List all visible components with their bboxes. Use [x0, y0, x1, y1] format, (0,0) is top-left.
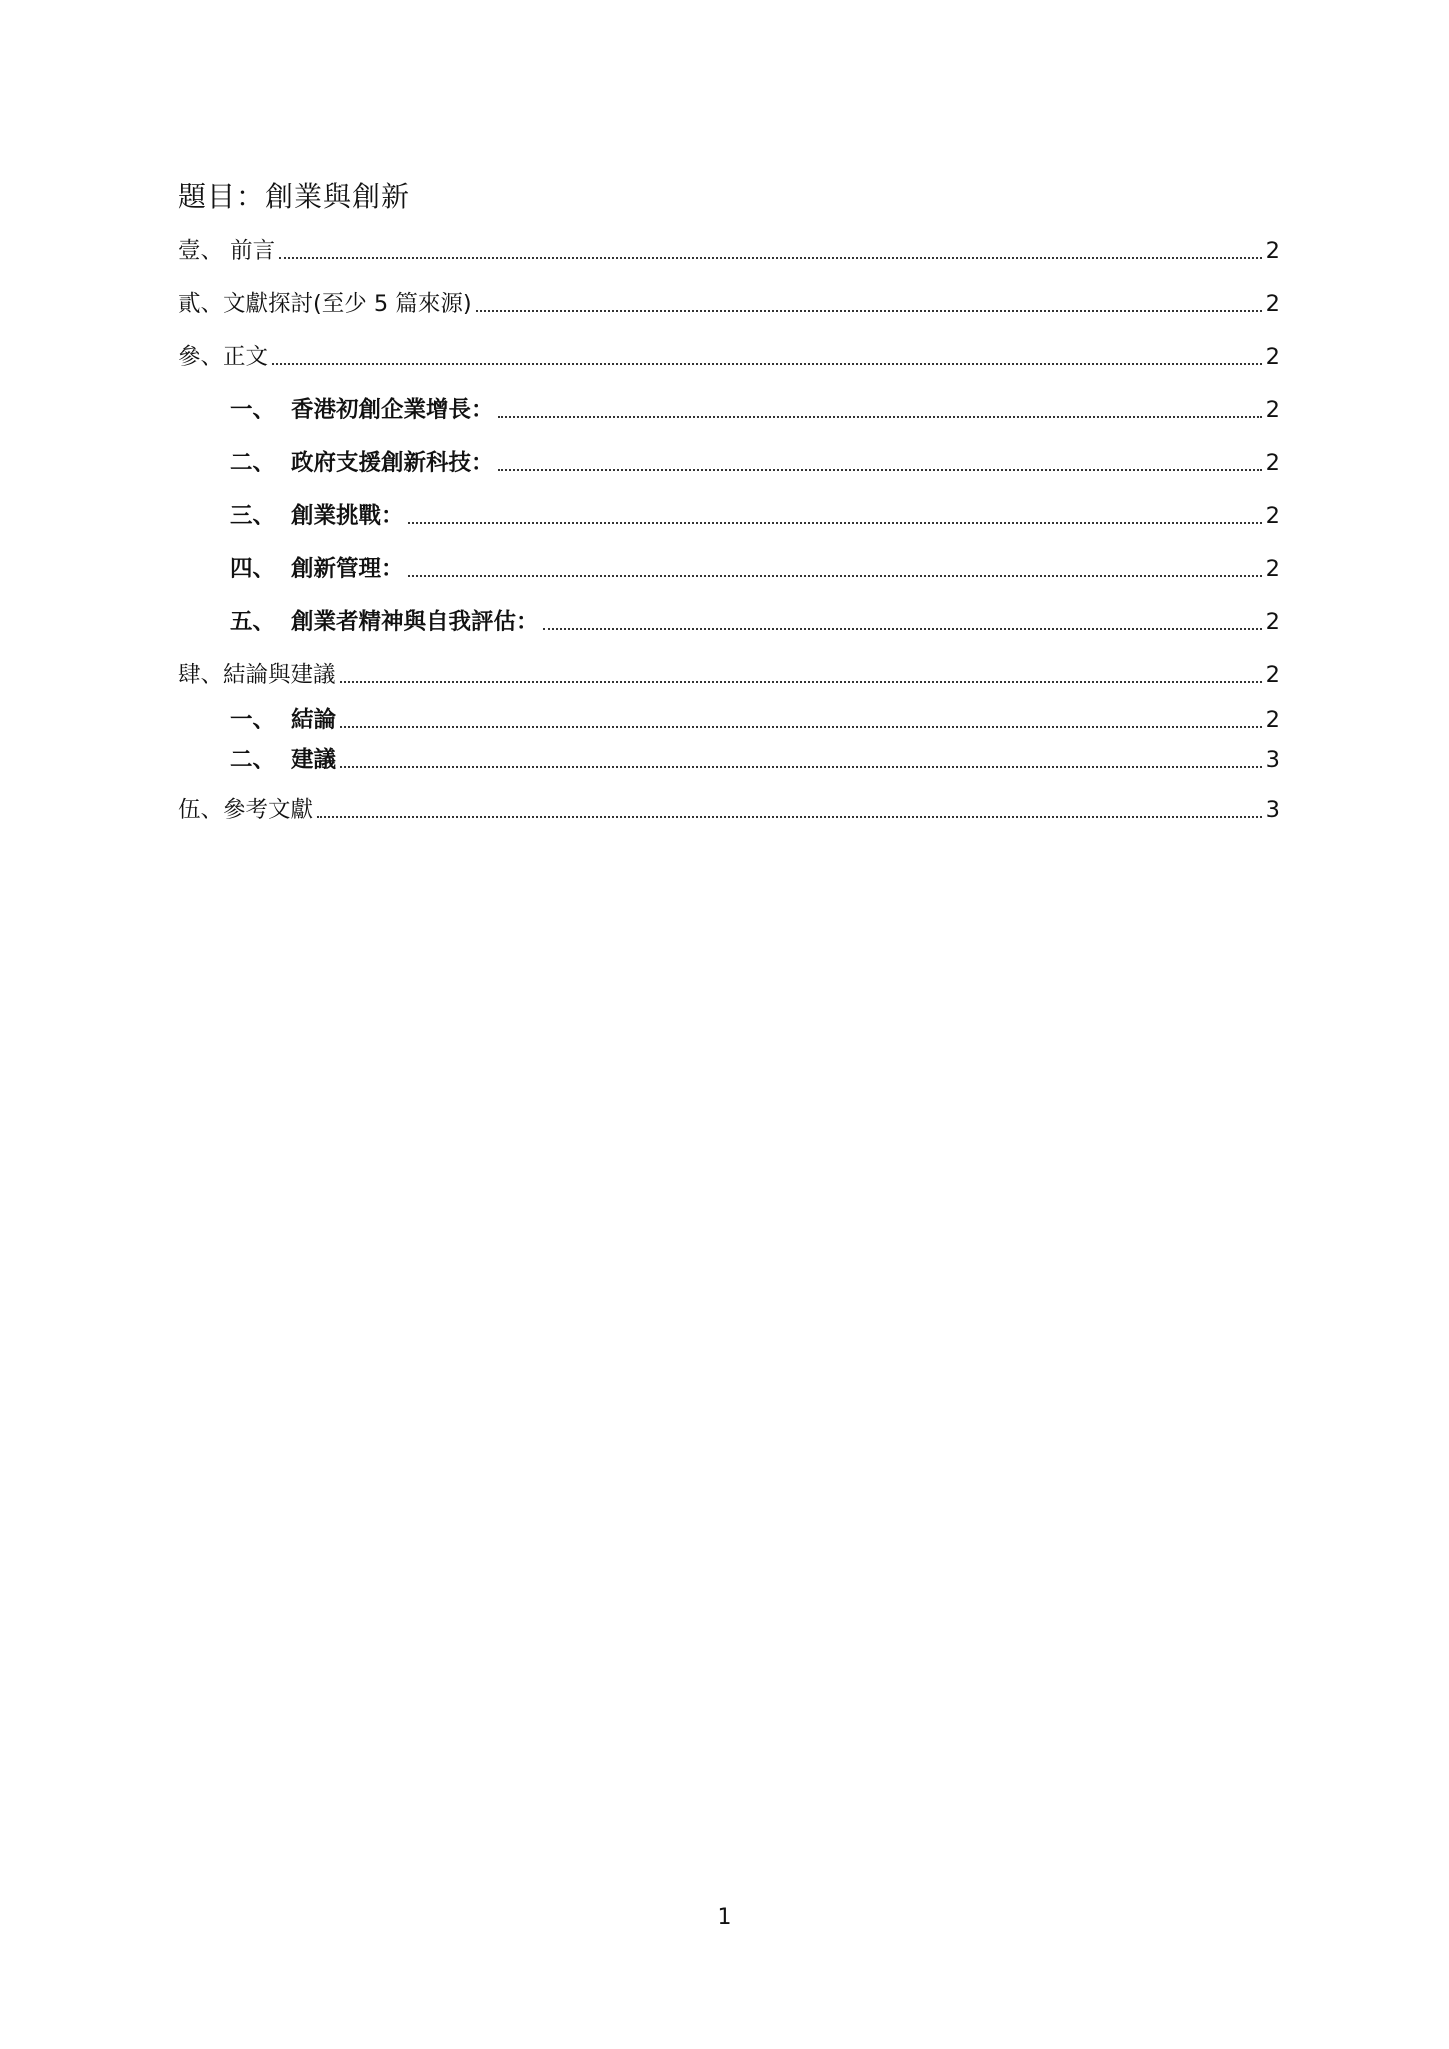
toc-entry-startup-growth[interactable] — [230, 385, 1280, 425]
toc-dot-leader — [408, 521, 1262, 524]
toc-entry-label-group — [230, 448, 494, 478]
toc-entry-label-group — [230, 607, 539, 637]
toc-entry-main-text[interactable] — [178, 332, 1280, 372]
toc-dot-leader — [498, 468, 1262, 471]
toc-entry-label: 貳、文獻探討(至少 5 篇來源) — [178, 291, 472, 317]
toc-entry-recommendations[interactable] — [230, 735, 1280, 775]
toc-entry-number: 三、 — [230, 503, 276, 529]
toc-dot-leader — [498, 415, 1262, 418]
toc-entry-label: 壹、 前言 — [178, 238, 276, 264]
toc-entry-number: 二、 — [230, 747, 276, 773]
toc-page-number: 2 — [1265, 344, 1280, 370]
toc-entry-label-group — [230, 705, 336, 735]
toc-page-number: 2 — [1265, 503, 1280, 529]
toc-entry-references[interactable] — [178, 785, 1280, 825]
toc-entry-label: 肆、結論與建議 — [178, 662, 336, 688]
toc-dot-leader — [543, 627, 1262, 630]
toc-entry-number: 一、 — [230, 707, 276, 733]
toc-entry-label: 創業者精神與自我評估： — [291, 609, 539, 635]
toc-page-number: 2 — [1265, 707, 1280, 733]
toc-entry-label-group — [230, 395, 494, 425]
toc-entry-label-group — [230, 745, 336, 775]
toc-entry-literature-review[interactable] — [178, 279, 1280, 319]
toc-entry-number: 一、 — [230, 397, 276, 423]
toc-entry-number: 二、 — [230, 450, 276, 476]
toc-page-number: 2 — [1265, 397, 1280, 423]
toc-entry-entrepreneurship[interactable] — [230, 597, 1280, 637]
toc-page-number: 2 — [1265, 238, 1280, 264]
toc-page-number: 2 — [1265, 556, 1280, 582]
toc-dot-leader — [279, 256, 1262, 259]
toc-entry-number: 四、 — [230, 556, 276, 582]
page-footer-number: 1 — [717, 1905, 732, 1930]
toc-dot-leader — [272, 362, 1262, 365]
document-title: 題目：創業與創新 — [178, 180, 411, 213]
toc-dot-leader — [340, 680, 1262, 683]
toc-page-number: 2 — [1265, 291, 1280, 317]
toc-entry-label: 參、正文 — [178, 344, 269, 370]
toc-entry-conclusion[interactable] — [230, 695, 1280, 735]
toc-entry-government-support[interactable] — [230, 438, 1280, 478]
toc-entry-number: 五、 — [230, 609, 276, 635]
toc-entry-preface[interactable] — [178, 226, 1280, 266]
toc-entry-label: 創新管理： — [291, 556, 404, 582]
toc-entry-innovation-management[interactable] — [230, 544, 1280, 584]
toc-page-number: 2 — [1265, 662, 1280, 688]
toc-entry-label: 伍、參考文獻 — [178, 797, 314, 823]
toc-entry-label: 建議 — [291, 747, 337, 773]
toc-dot-leader — [340, 765, 1262, 768]
toc-dot-leader — [340, 725, 1262, 728]
toc-page-number: 3 — [1265, 747, 1280, 773]
toc-entry-label-group — [230, 554, 404, 584]
toc-entry-conclusion-recommendations[interactable] — [178, 650, 1280, 690]
toc-entry-label: 香港初創企業增長： — [291, 397, 494, 423]
toc-dot-leader — [317, 815, 1262, 818]
toc-page-number: 2 — [1265, 609, 1280, 635]
toc-dot-leader — [408, 574, 1262, 577]
toc-page-number: 2 — [1265, 450, 1280, 476]
toc-entry-label: 結論 — [291, 707, 337, 733]
toc-entry-label: 創業挑戰： — [291, 503, 404, 529]
toc-entry-startup-challenges[interactable] — [230, 491, 1280, 531]
toc-entry-label: 政府支援創新科技： — [291, 450, 494, 476]
toc-entry-label-group — [230, 501, 404, 531]
toc-page-number: 3 — [1265, 797, 1280, 823]
toc-dot-leader — [476, 309, 1262, 312]
